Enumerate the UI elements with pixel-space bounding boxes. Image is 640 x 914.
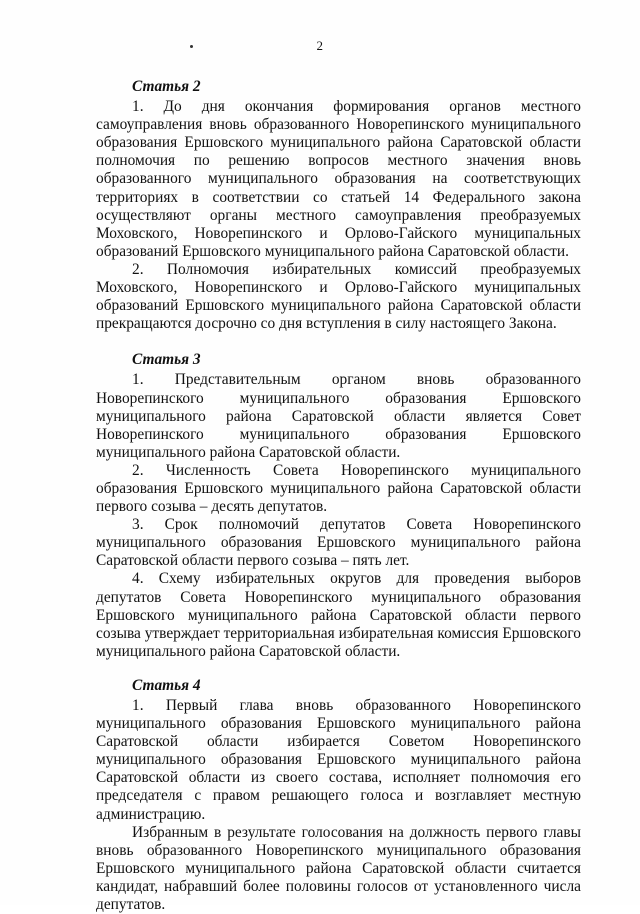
article-paragraph: 1. Первый глава вновь образованного Новорепинского муниципального образования Ершовского муниципального района Саратовской области избирается Советом Новорепинского муниципального образования Ершовского муниципального района Саратовской области из своего состава, исполняет полномочия его председателя с правом решающего голоса и возглавляет местную администрацию. (96, 697, 581, 823)
article-paragraph: 4. Схему избирательных округов для проведения выборов депутатов Совета Новорепинского муниципального образования Ершовского муниципального района Саратовской области первого созыва утверждает территориальная избирательная комиссия Ершовского муниципального района Саратовской области. (96, 570, 581, 660)
page-number: 2 (316, 38, 324, 53)
article-paragraph: 1. Представительным органом вновь образованного Новорепинского муниципального образования Ершовского муниципального района Саратовской области является Совет Новорепинского муниципального образования Ершовского муниципального района Саратовской области. (96, 371, 581, 461)
article-paragraph: Избранным в результате голосования на должность первого главы вновь образованного Новорепинского муниципального образования Ершовского муниципального района Саратовской области считается кандидат, набравший более половины голосов от установленного числа депутатов. (96, 823, 581, 914)
article-4 (96, 677, 581, 914)
article-paragraph: 2. Численность Совета Новорепинского муниципального образования Ершовского муниципального района Саратовской области первого созыва – десять депутатов. (96, 461, 581, 516)
article-paragraph: 1. До дня окончания формирования органов местного самоуправления вновь образованного Новорепинского муниципального образования Ершовского муниципального района Саратовской области полномочия по решению вопросов местного значения вновь образованного муниципального образования на соответствующих территориях в соответствии со статьей 14 Федерального закона осуществляют органы местного самоуправления преобразуемых Моховского, Новорепинского и Орлово-Гайского муниципальных образований Ершовского муниципального района Саратовской области. (96, 98, 581, 260)
article-paragraph: 2. Полномочия избирательных комиссий преобразуемых Моховского, Новорепинского и Орлово-Гайского муниципальных образований Ершовского муниципального района Саратовской области прекращаются досрочно со дня вступления в силу настоящего Закона. (96, 260, 581, 333)
article-heading: Статья 4 (132, 676, 201, 694)
document-body (96, 78, 581, 914)
article-heading: Статья 2 (132, 78, 201, 95)
article-2 (96, 78, 581, 333)
article-heading: Статья 3 (132, 351, 201, 369)
article-paragraph: 3. Срок полномочий депутатов Совета Новорепинского муниципального образования Ершовского муниципального района Саратовской области первого созыва – пять лет. (96, 516, 581, 570)
article-3 (96, 351, 581, 661)
